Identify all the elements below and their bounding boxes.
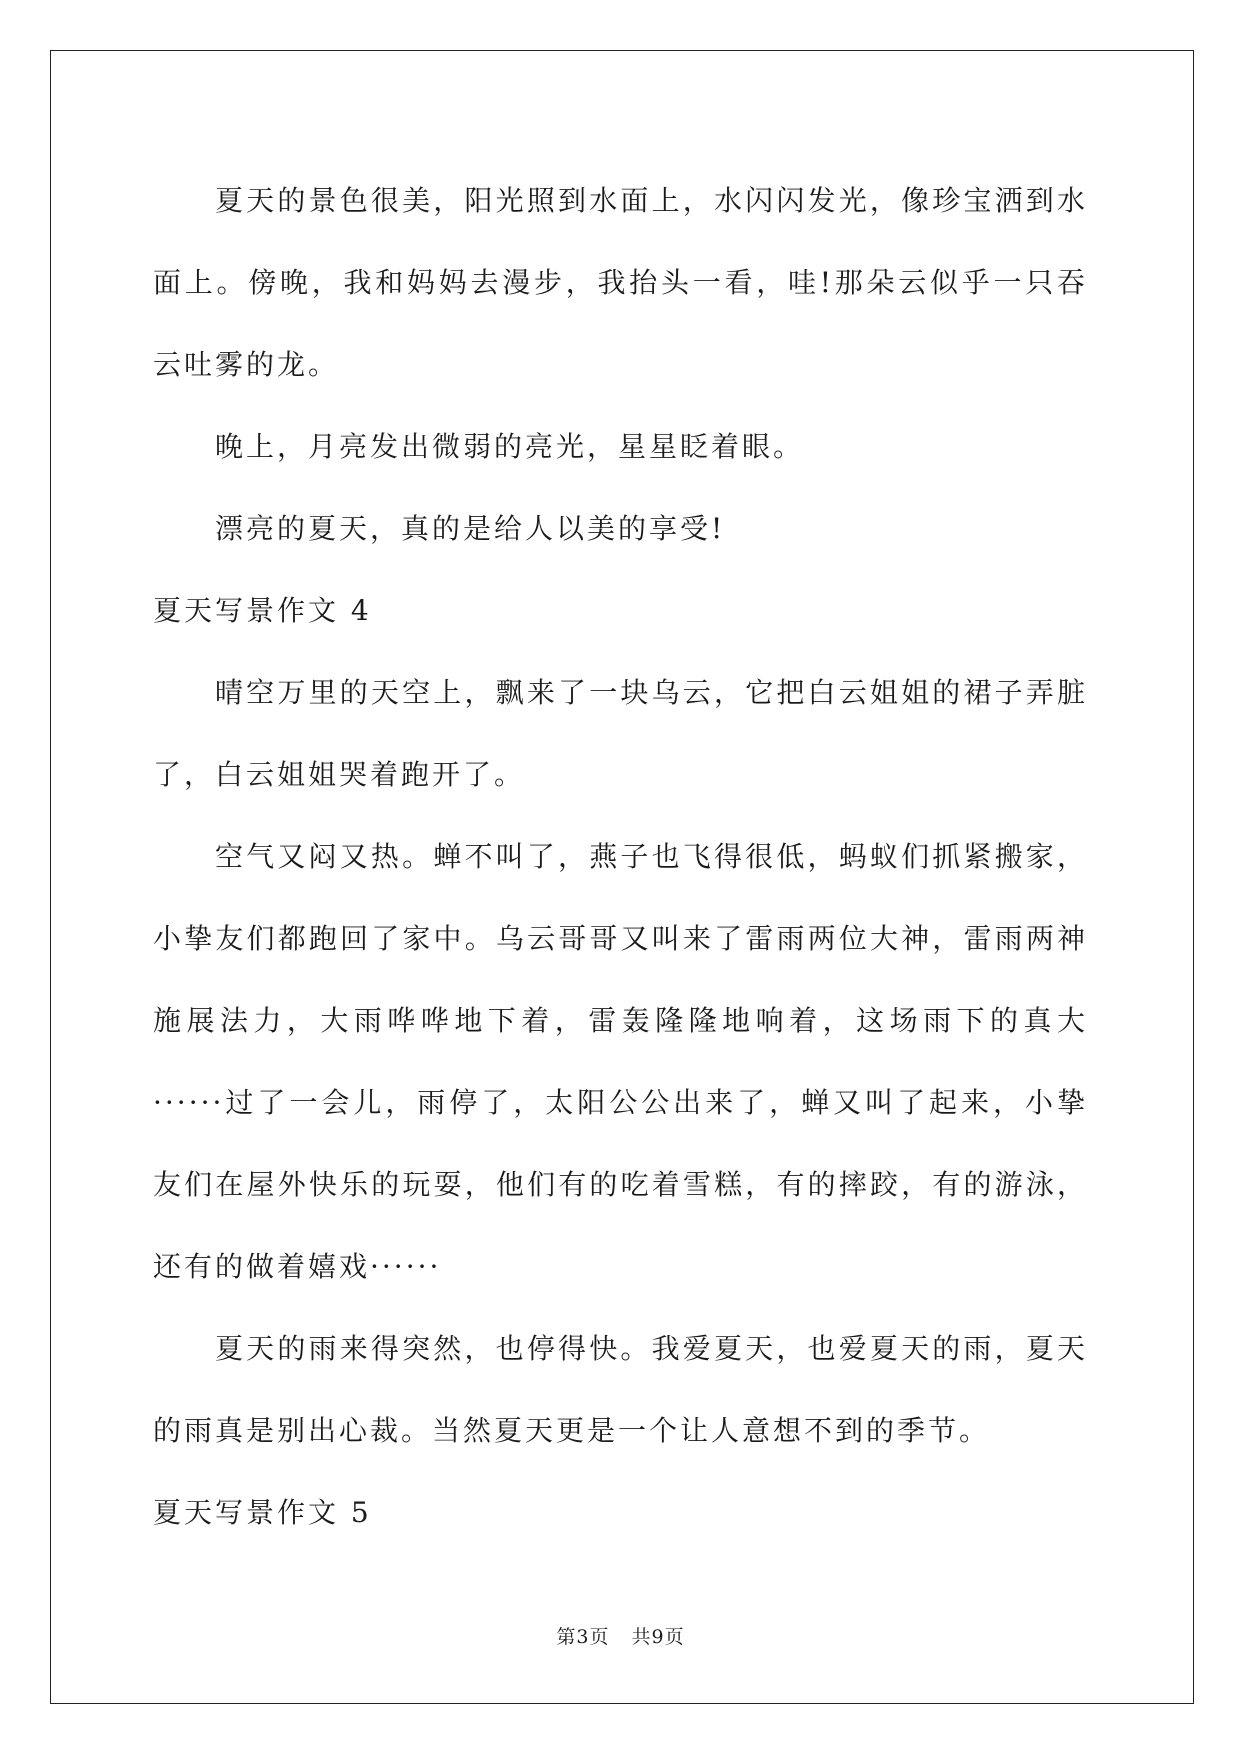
paragraph: 夏天的景色很美，阳光照到水面上，水闪闪发光，像珍宝洒到水面上。傍晚，我和妈妈去漫步，我抬头一看，哇!那朵云似乎一只吞云吐雾的龙。 (153, 184, 1088, 381)
section-heading: 夏天写景作文 5 (153, 1496, 372, 1529)
page-number: 第3页 (556, 1626, 610, 1648)
section-heading: 夏天写景作文 4 (153, 594, 372, 627)
paragraph: 夏天的雨来得突然，也停得快。我爱夏天，也爱夏天的雨，夏天的雨真是别出心裁。当然夏天更是一个让人意想不到的季节。 (153, 1332, 1088, 1447)
page-footer (0, 1622, 1241, 1649)
paragraph: 空气又闷又热。蝉不叫了，燕子也飞得很低，蚂蚁们抓紧搬家，小挚友们都跑回了家中。乌云哥哥又叫来了雷雨两位大神，雷雨两神施展法力，大雨哗哗地下着，雷轰隆隆地响着，这场雨下的真大······过了一会儿，雨停了，太阳公公出来了，蝉又叫了起来，小挚友们在屋外快乐的玩耍，他们有的吃着雪糕，有的摔跤，有的游泳，还有的做着嬉戏······ (153, 840, 1088, 1283)
paragraph: 漂亮的夏天，真的是给人以美的享受! (215, 512, 726, 545)
paragraph: 晴空万里的天空上，飘来了一块乌云，它把白云姐姐的裙子弄脏了，白云姐姐哭着跑开了。 (153, 676, 1088, 791)
paragraph: 晚上，月亮发出微弱的亮光，星星眨着眼。 (215, 430, 805, 463)
document-body (153, 160, 1088, 1554)
page-total: 共9页 (631, 1626, 685, 1648)
